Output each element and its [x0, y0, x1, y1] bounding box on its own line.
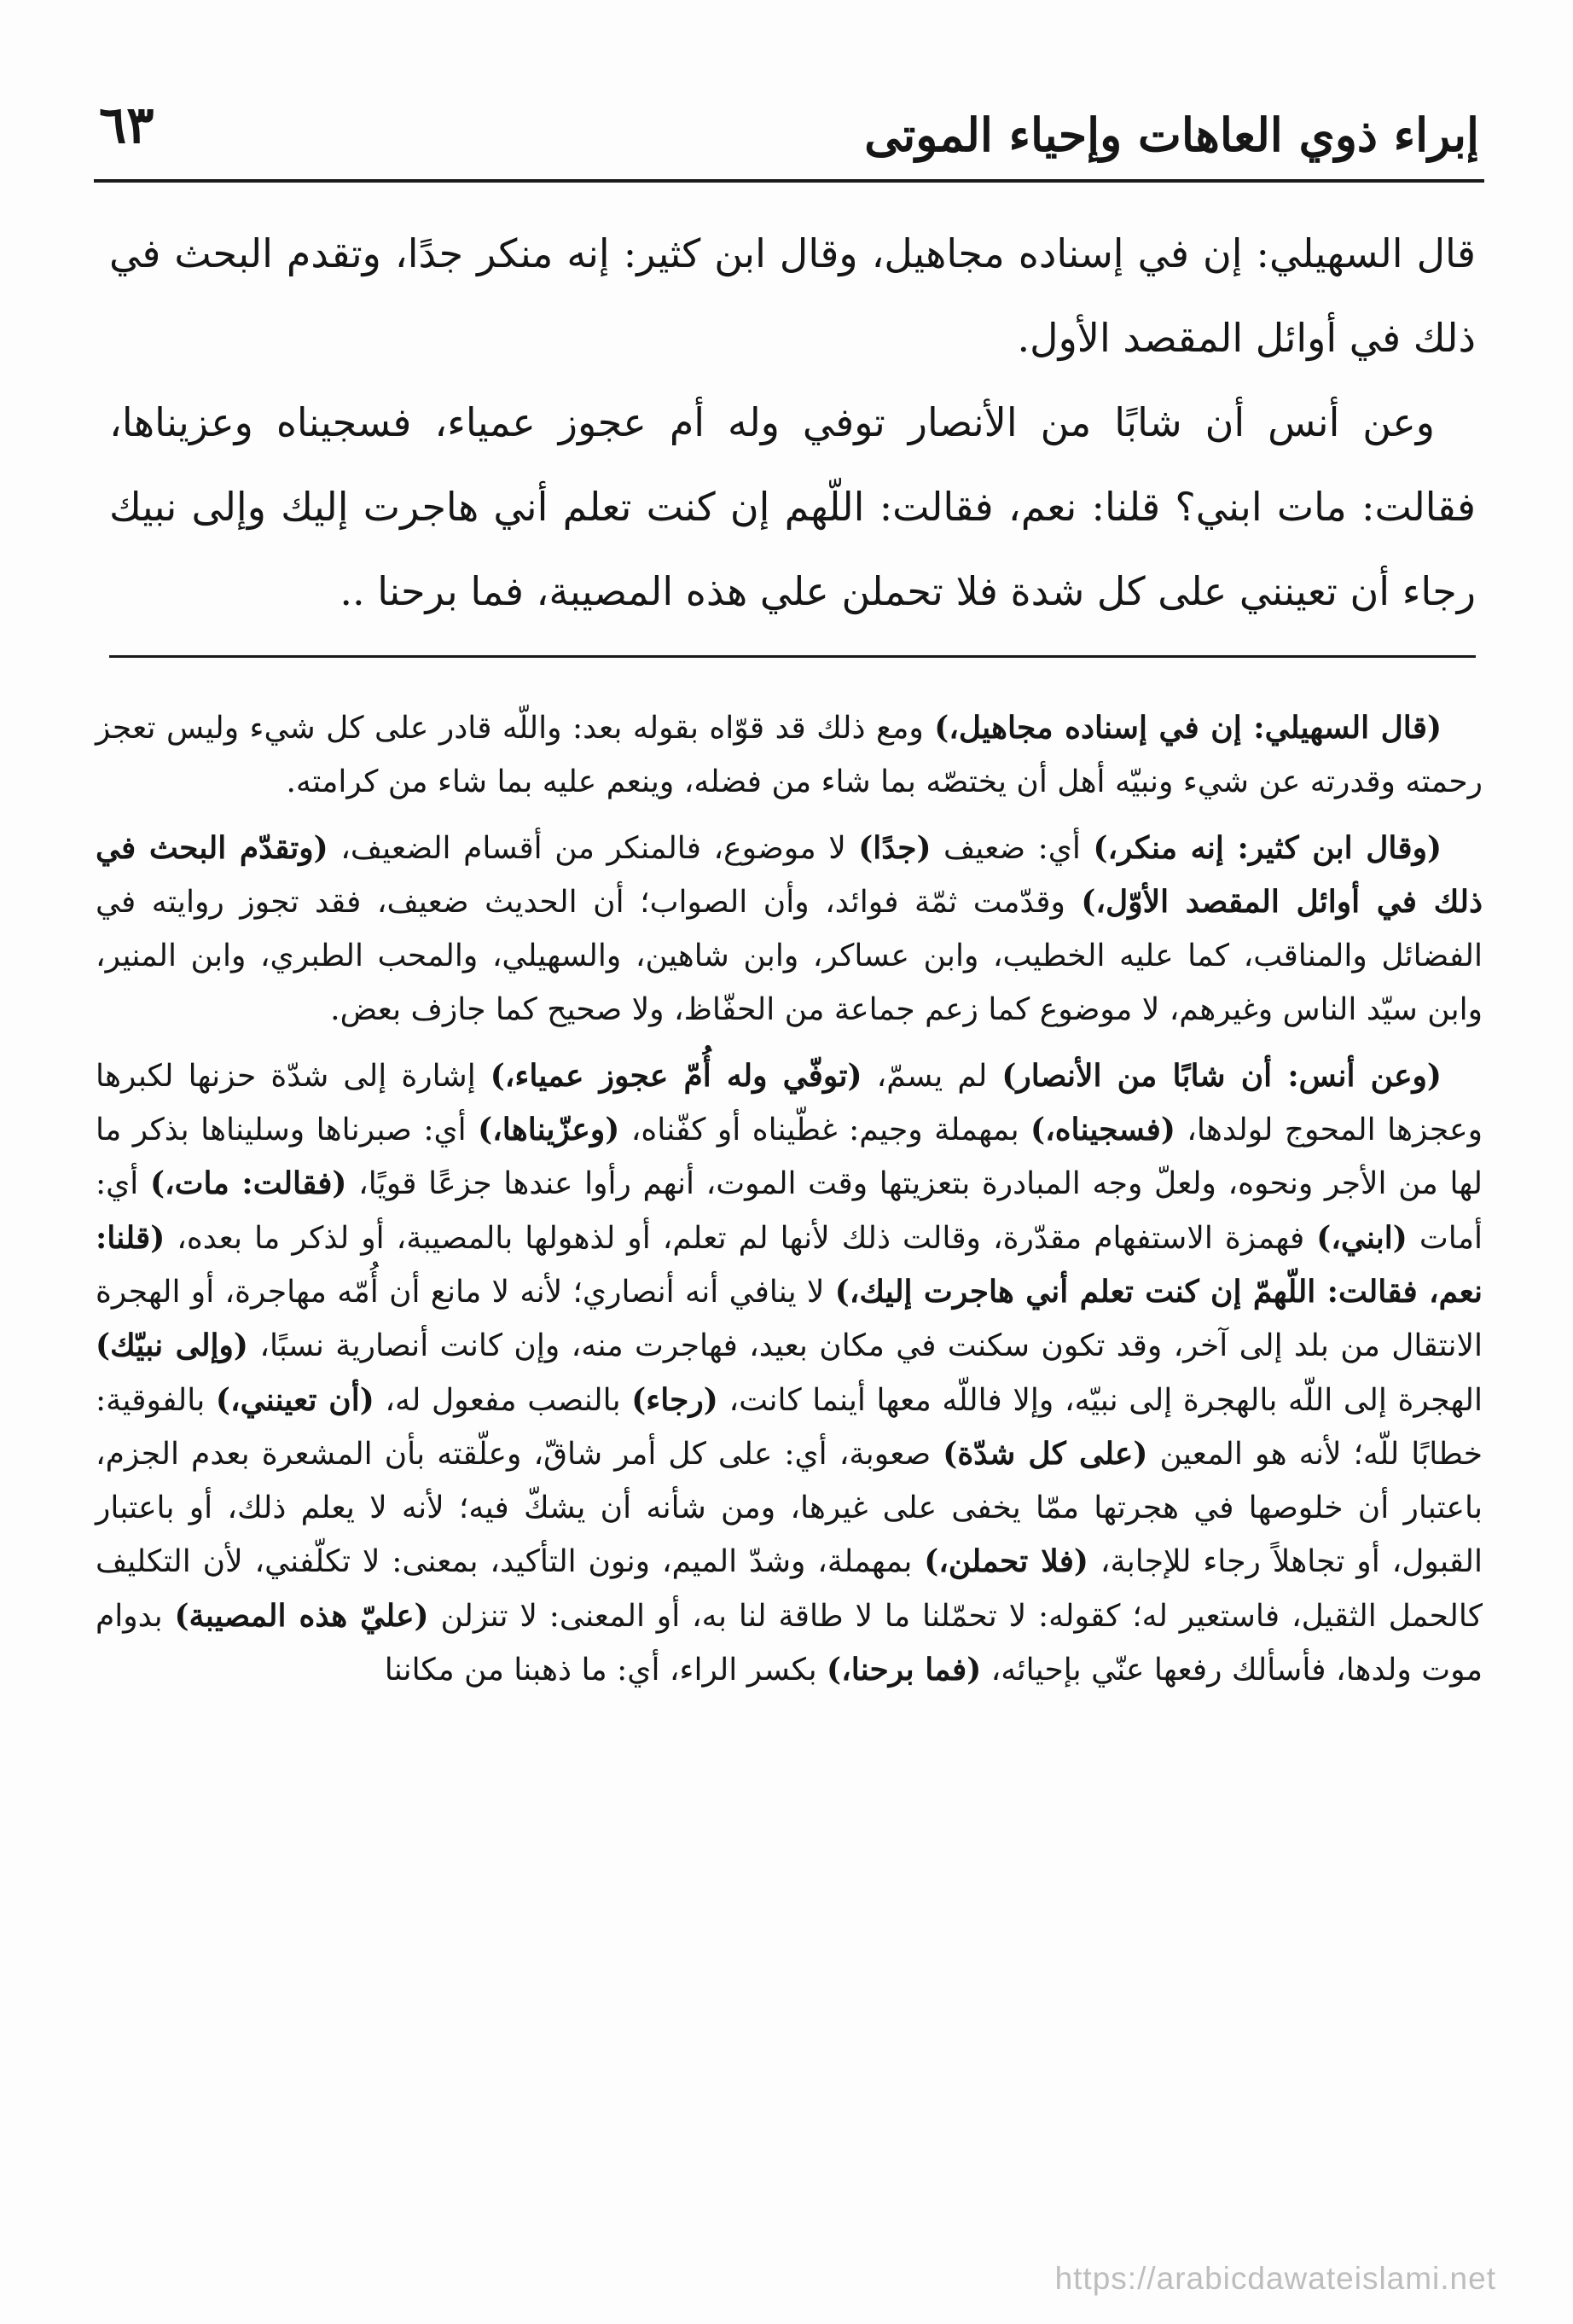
quoted-phrase: (ابني،) [1316, 1219, 1408, 1256]
main-paragraph-2: وعن أنس أن شابًا من الأنصار توفي وله أم عجوز عمياء، فسجيناه وعزيناها، فقالت: مات ابني؟ قلنا: نعم، فقالت: اللّهم إن كنت تعلم أني هاجرت إليك وإلى نبيك رجاء أن تعينني على كل شدة فلا تحملن علي هذه المصيبة، فما برحنا .. [109, 399, 1476, 614]
quoted-phrase: (فسجيناه،) [1030, 1112, 1175, 1148]
explanation-text: لا ينافي أنه أنصاري؛ لأنه لا مانع أن أُمّه مهاجرة، أو الهجرة الانتقال من بلد إلى آخر، وقد تكون سكنت في مكان بعيد، فهاجرت منه، وإن كانت أنصارية نسبًا، [96, 1274, 1483, 1364]
explanation-text: لا موضوع، فالمنكر من أقسام الضعيف، [328, 830, 859, 866]
quoted-phrase: (عليّ هذه المصيبة) [174, 1597, 429, 1634]
quoted-phrase: (رجاء) [631, 1381, 718, 1418]
watermark-url: https://arabicdawateislami.net [1054, 2261, 1496, 2296]
explanation-text: أي: ضعيف [931, 830, 1094, 866]
main-paragraph-1: قال السهيلي: إن في إسناده مجاهيل، وقال ابن كثير: إنه منكر جدًا، وتقدم البحث في ذلك في أوائل المقصد الأول. [109, 230, 1476, 361]
quoted-phrase: (فلا تحملن،) [924, 1543, 1088, 1580]
header-divider [94, 179, 1484, 183]
explanation-text: أي: صبرناها وسليناها بذكر ما لها من الأجر ونحوه، ولعلّ وجه المبادرة بتعزيتها وقت الموت، أنهم رأوا عندها جزعًا قويًا، [96, 1113, 1483, 1202]
commentary-paragraph-3 [96, 1049, 1483, 1698]
explanation-text: الهجرة إلى اللّه بالهجرة إلى نبيّه، وإلا فاللّه معها أينما كانت، [717, 1382, 1483, 1418]
quoted-phrase: (توفّي وله أُمّ عجوز عمياء،) [490, 1057, 862, 1094]
explanation-text: بدوام موت ولدها، فأسألك رفعها عنّي بإحيائه، [96, 1598, 1483, 1688]
main-text [109, 212, 1476, 634]
commentary [96, 701, 1483, 1709]
explanation-text: بكسر الراء، أي: ما ذهبنا من مكاننا [384, 1653, 827, 1688]
explanation-text: لم يسمّ، [862, 1058, 1002, 1094]
commentary-paragraph-2 [96, 822, 1483, 1037]
explanation-text: فهمزة الاستفهام مقدّرة، وقالت ذلك لأنها لم تعلم، أو لذهولها بالمصيبة، أو لذكر ما بعده، [165, 1220, 1317, 1256]
footnote-divider [109, 655, 1476, 658]
page-header [94, 92, 1479, 169]
quoted-phrase: (أن تعينني،) [215, 1381, 374, 1418]
chapter-title: إبراء ذوي العاهات وإحياء الموتى [864, 107, 1479, 162]
explanation-text: بالنصب مفعول له، [374, 1382, 632, 1418]
page-number: ٦٣ [99, 96, 154, 155]
explanation-text: وقدّمت ثمّة فوائد، وأن الصواب؛ أن الحديث ضعيف، فقد تجوز روايته في الفضائل والمناقب، كما عليه الخطيب، وابن عساكر، وابن شاهين، والسهيلي، والمحب الطبري، وابن المنير، وابن سيّد الناس وغيرهم، لا موضوع كما زعم جماعة من الحفّاظ، ولا صحيح كما جازف بعض. [96, 884, 1483, 1028]
quoted-phrase: (وعن أنس: أن شابًا من الأنصار) [1001, 1057, 1442, 1094]
quoted-phrase: (وقال ابن كثير: إنه منكر،) [1093, 829, 1442, 866]
explanation-text: صعوبة، أي: على كل أمر شاقّ، وعلّقته بأن المشعرة بعدم الجزم، باعتبار أن خلوصها في هجرتها ممّا يخفى على غيرها، ومن شأنه أن يشكّ فيه؛ لأنه لا يعلم ذلك، أو باعتبار القبول، أو تجاهلاً رجاء للإجابة، [96, 1436, 1483, 1580]
explanation-text: إشارة إلى شدّة حزنها لكبرها وعجزها المحوج لولدها، [96, 1058, 1483, 1148]
explanation-text: بمهملة، وشدّ الميم، ونون التأكيد، بمعنى: لا تكلّفني، لأن التكليف كالحمل الثقيل، فاستعير له؛ كقوله: لا تحمّلنا ما لا طاقة لنا به، أو المعنى: لا تنزلن [96, 1544, 1483, 1634]
explanation-text: ومع ذلك قد قوّاه بقوله بعد: واللّه قادر على كل شيء وليس تعجز رحمته وقدرته عن شيء ونبيّه أهل أن يختصّه بما شاء من فضله، وينعم عليه بما شاء من كرامته. [96, 711, 1483, 800]
quoted-phrase: (وإلى نبيّك) [96, 1328, 248, 1364]
quoted-phrase: (على كل شدّة) [943, 1435, 1148, 1472]
quoted-phrase: (وعزّيناها،) [478, 1112, 620, 1148]
quoted-phrase: (قلنا: نعم، فقالت: اللّهمّ إن كنت تعلم أني هاجرت إليك،) [96, 1219, 1483, 1310]
quoted-phrase: (فقالت: مات،) [149, 1165, 347, 1202]
quoted-phrase: (فما برحنا،) [827, 1652, 982, 1688]
explanation-text: بالفوقية: خطابًا للّه؛ لأنه هو المعين [96, 1382, 1483, 1472]
quoted-phrase: (وتقدّم البحث في ذلك في أوائل المقصد الأوّل،) [96, 829, 1483, 920]
explanation-text: بمهملة وجيم: غطّيناه أو كفّناه، [619, 1113, 1031, 1148]
quoted-phrase: (جدًا) [858, 829, 932, 866]
quoted-phrase: (قال السهيلي: إن في إسناده مجاهيل،) [934, 710, 1442, 746]
commentary-paragraph-1 [96, 701, 1483, 810]
explanation-text: أي: أمات [96, 1166, 1483, 1256]
